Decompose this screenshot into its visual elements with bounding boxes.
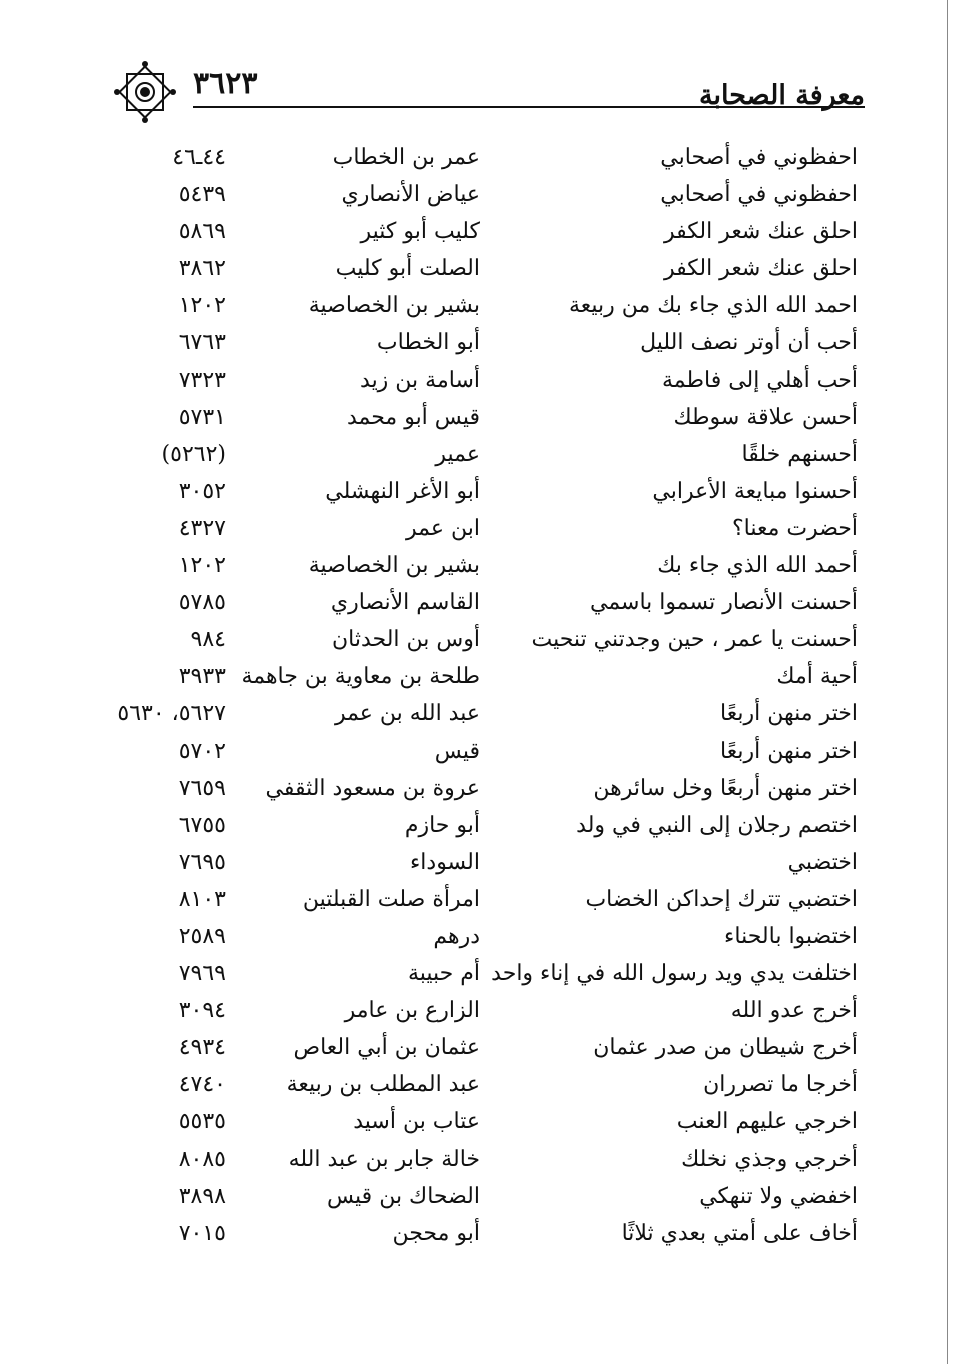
narrator-name: درهم [433, 923, 480, 949]
narrator-name: أبو الخطاب [376, 330, 480, 356]
reference-number: ٤٤ـ٤٦ [172, 145, 226, 170]
reference-number: ٨٠٨٥ [178, 1146, 226, 1172]
hadith-text: أحضرت معنا؟ [731, 515, 858, 541]
narrator-name: ابن عمر [406, 515, 480, 541]
table-row [0, 177, 962, 214]
hadith-text: أخرجي وجذي نخلك [681, 1146, 858, 1172]
table-row [0, 437, 962, 474]
reference-number: ٤٣٢٧ [178, 515, 226, 541]
hadith-text: اختصم رجلان إلى النبي في ولد [576, 812, 858, 838]
hadith-text: احلق عنك شعر الكفر [663, 256, 858, 282]
hadith-text: أخرج شيطان من صدر عثمان [593, 1035, 858, 1061]
reference-number: ٥٥٣٥ [178, 1109, 226, 1135]
reference-number: ٥٧٠٢ [178, 738, 226, 764]
hadith-text: اختضبي [787, 849, 858, 875]
reference-number: (٥٢٦٢) [161, 441, 226, 467]
reference-number: ٥٦٢٧، ٥٦٣٠ [117, 701, 226, 727]
table-row [0, 734, 962, 771]
table-row [0, 771, 962, 808]
table-row [0, 622, 962, 659]
hadith-text: احلق عنك شعر الكفر [663, 219, 858, 245]
hadith-text: أحية أمك [776, 664, 858, 690]
table-row [0, 956, 962, 993]
table-row [0, 1142, 962, 1179]
reference-number: ٣٩٣٣ [178, 664, 226, 690]
table-row [0, 696, 962, 733]
reference-number: ٥٤٣٩ [178, 182, 226, 208]
reference-number: ٧٠١٥ [178, 1220, 226, 1246]
reference-number: ٧٦٩٥ [178, 849, 226, 875]
hadith-text: اختر منهن أربعًا وخل سائرهن [593, 775, 858, 801]
table-row [0, 251, 962, 288]
hadith-text: احفظوني في أصحابي [660, 182, 858, 208]
reference-number: ٢٥٨٩ [178, 923, 226, 949]
page-number: ٣٦٢٣ [193, 66, 258, 101]
table-row [0, 659, 962, 696]
table-row [0, 919, 962, 956]
hadith-text: أحسنت يا عمر ، حين وجدتني تنحيت [531, 627, 858, 653]
hadith-text: أخاف على أمتي بعدي ثلاثًا [621, 1220, 858, 1246]
hadith-text: أحسنوا مبايعة الأعرابي [652, 478, 858, 504]
table-row [0, 993, 962, 1030]
narrator-name: عمر بن الخطاب [332, 145, 480, 170]
reference-number: ٣٠٥٢ [178, 478, 226, 504]
table-row [0, 845, 962, 882]
narrator-name: أبو الأغر النهشلي [325, 478, 480, 504]
reference-number: ٧٦٥٩ [178, 775, 226, 801]
table-row [0, 1216, 962, 1253]
reference-number: ٨١٠٣ [178, 886, 226, 912]
narrator-name: عبد الله بن عمر [334, 701, 480, 727]
index-table [0, 140, 962, 1253]
narrator-name: عثمان بن أبي العاص [293, 1035, 480, 1061]
reference-number: ٣٨٩٨ [178, 1183, 226, 1209]
hadith-text: اختضبي تترك إحداكن الخضاب [585, 886, 858, 912]
narrator-name: أسامة بن زيد [360, 367, 480, 393]
hadith-text: احفظوني في أصحابي [660, 145, 858, 170]
narrator-name: عتاب بن أسيد [353, 1109, 480, 1135]
hadith-text: أخرج عدو الله [730, 998, 858, 1024]
narrator-name: قيس أبو محمد [346, 404, 480, 430]
table-row [0, 511, 962, 548]
narrator-name: أوس بن الحدثان [332, 627, 480, 653]
narrator-name: الزارع بن عامر [344, 998, 480, 1024]
hadith-text: أحب أهلي إلى فاطمة [661, 367, 858, 393]
reference-number: ٥٨٦٩ [178, 219, 226, 245]
page-title: معرفة الصحابة [699, 80, 865, 111]
hadith-text: أحسنت الأنصار تسموا باسمي [589, 590, 858, 616]
narrator-name: أبو حازم [404, 812, 480, 838]
table-row [0, 140, 962, 177]
narrator-name: عروة بن مسعود الثقفي [265, 775, 480, 801]
reference-number: ٣٠٩٤ [178, 998, 226, 1024]
narrator-name: قيس [434, 738, 480, 764]
hadith-text: اختضبوا بالحناء [724, 923, 858, 949]
narrator-name: الضحاك بن قيس [327, 1183, 480, 1209]
table-row [0, 1104, 962, 1141]
hadith-text: أحب أن أوتر نصف الليل [640, 330, 858, 356]
table-row [0, 400, 962, 437]
reference-number: ٤٧٤٠ [178, 1072, 226, 1098]
reference-number: ١٢٠٢ [178, 293, 226, 319]
hadith-text: أحسنهم خلقًا [741, 441, 858, 467]
reference-number: ٦٧٥٥ [178, 812, 226, 838]
table-row [0, 325, 962, 362]
page-header [105, 66, 865, 112]
table-row [0, 585, 962, 622]
hadith-text: اختر منهن أربعًا [720, 701, 858, 727]
narrator-name: بشير بن الخصاصية [308, 553, 480, 579]
table-row [0, 363, 962, 400]
narrator-name: أبو محجن [392, 1220, 480, 1246]
narrator-name: القاسم الأنصاري [330, 590, 480, 616]
reference-number: ١٢٠٢ [178, 553, 226, 579]
hadith-text: أحمد الله الذي جاء بك [657, 553, 858, 579]
hadith-text: أخرجا ما تصرران [703, 1072, 858, 1098]
reference-number: ٣٨٦٢ [178, 256, 226, 282]
narrator-name: طلحة بن معاوية بن جاهمة [241, 664, 480, 690]
narrator-name: الصلت أبو كليب [335, 256, 480, 282]
narrator-name: السوداء [409, 849, 480, 875]
table-row [0, 808, 962, 845]
hadith-text: أحسن علاقة سوطك [673, 404, 858, 430]
narrator-name: كليب أبو كثير [360, 219, 480, 245]
reference-number: ٥٧٣١ [178, 404, 226, 430]
table-row [0, 1030, 962, 1067]
reference-number: ٦٧٦٣ [178, 330, 226, 356]
hadith-text: اختلفت يدي ويد رسول الله في إناء واحد [491, 961, 858, 987]
hadith-text: اخفضي ولا تنهكي [699, 1183, 858, 1209]
table-row [0, 1067, 962, 1104]
reference-number: ٧٣٢٣ [178, 367, 226, 393]
narrator-name: بشير بن الخصاصية [308, 293, 480, 319]
narrator-name: عمير [435, 441, 480, 467]
narrator-name: أم حبيبة [407, 961, 480, 987]
table-row [0, 882, 962, 919]
table-row [0, 474, 962, 511]
narrator-name: عبد المطلب بن ربيعة [286, 1072, 480, 1098]
hadith-text: اخرجي عليهم العنب [676, 1109, 858, 1135]
table-row [0, 214, 962, 251]
reference-number: ٤٩٣٤ [178, 1035, 226, 1061]
hadith-text: اختر منهن أربعًا [720, 738, 858, 764]
table-row [0, 288, 962, 325]
table-row [0, 1179, 962, 1216]
narrator-name: امرأة صلت القبلتين [302, 886, 480, 912]
hadith-text: احمد الله الذي جاء بك من ربيعة [568, 293, 858, 319]
reference-number: ٩٨٤ [190, 627, 226, 653]
ornament-icon [113, 60, 177, 124]
table-row [0, 548, 962, 585]
reference-number: ٧٩٦٩ [178, 961, 226, 987]
reference-number: ٥٧٨٥ [178, 590, 226, 616]
narrator-name: خالة جابر بن عبد الله [288, 1146, 480, 1172]
narrator-name: عياض الأنصاري [341, 182, 480, 208]
